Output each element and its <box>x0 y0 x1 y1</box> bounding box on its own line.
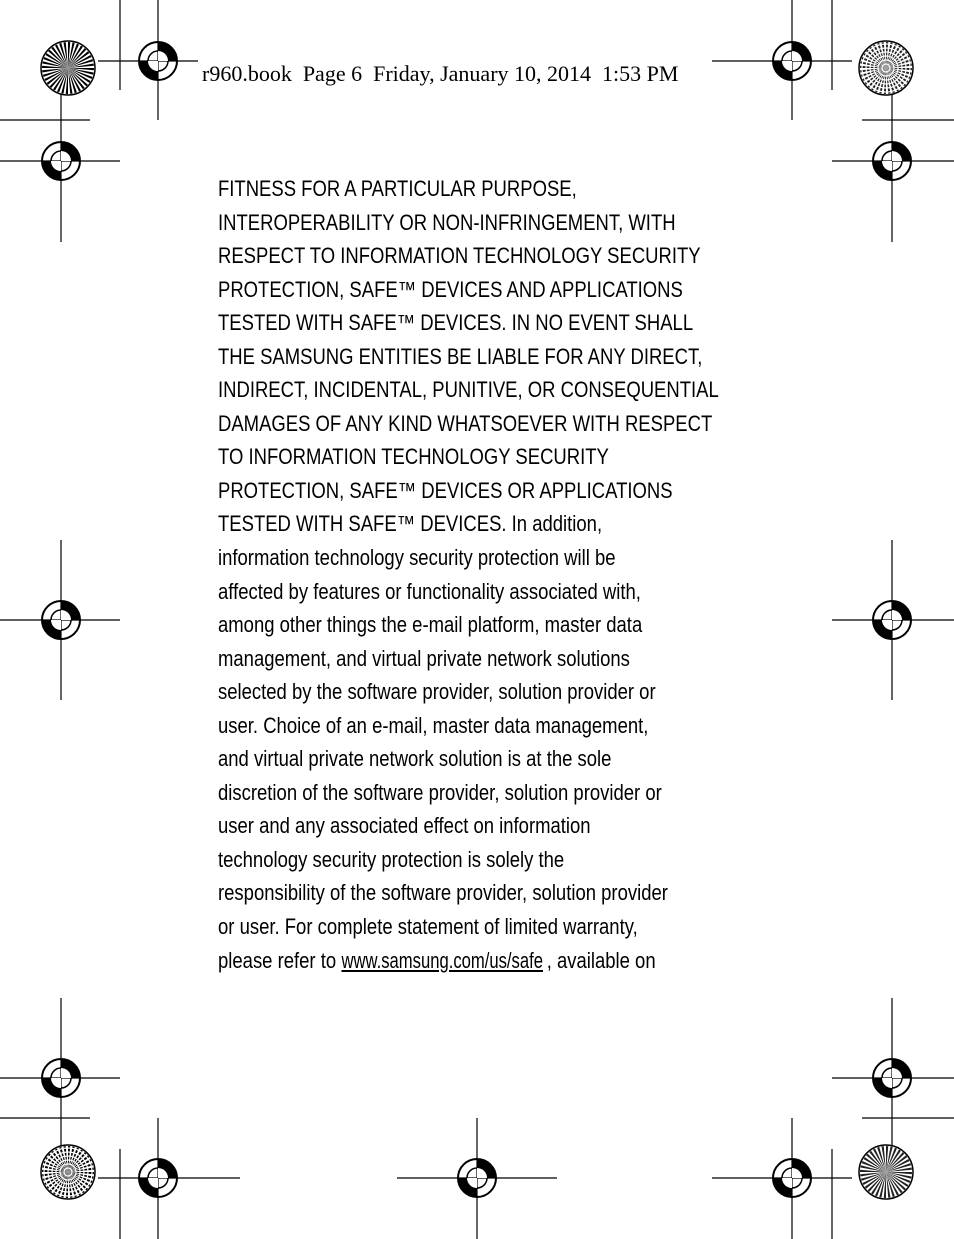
starburst-mark-icon <box>859 1145 913 1199</box>
registration-mark-icon <box>42 142 80 180</box>
link-prefix: please refer to <box>218 947 342 973</box>
registration-mark-icon <box>42 601 80 639</box>
safe-website-link[interactable]: www.samsung.com/us/safe <box>341 947 543 973</box>
text-line: PROTECTION, SAFE™ DEVICES AND APPLICATIONS <box>218 276 683 302</box>
text-line: TESTED WITH SAFE™ DEVICES. IN NO EVENT SHALL <box>218 310 694 336</box>
text-line: selected by the software provider, solution provider or <box>218 679 656 705</box>
registration-mark-icon <box>42 1059 80 1097</box>
text-line-with-link <box>218 944 774 978</box>
registration-mark-icon <box>873 601 911 639</box>
text-line: information technology security protection will be <box>218 545 616 571</box>
text-line: TESTED WITH SAFE™ DEVICES. In addition, <box>218 511 603 537</box>
text-line: PROTECTION, SAFE™ DEVICES OR APPLICATIONS <box>218 477 673 503</box>
registration-mark-icon <box>139 42 177 80</box>
registration-mark-icon <box>139 1159 177 1197</box>
text-line: affected by features or functionality associated with, <box>218 578 641 604</box>
text-line: management, and virtual private network solutions <box>218 645 630 671</box>
text-line: INDIRECT, INCIDENTAL, PUNITIVE, OR CONSEQUENTIAL <box>218 377 719 403</box>
registration-mark-icon <box>873 142 911 180</box>
text-line: user. Choice of an e-mail, master data management, <box>218 712 649 738</box>
starburst-mark-icon <box>41 1145 95 1199</box>
registration-mark-icon <box>873 1059 911 1097</box>
page-slug-header: r960.book Page 6 Friday, January 10, 2014 1:53 PM <box>198 58 682 90</box>
registration-mark-icon <box>458 1159 496 1197</box>
registration-mark-icon <box>773 1159 811 1197</box>
starburst-mark-icon <box>859 41 913 95</box>
text-line: among other things the e-mail platform, master data <box>218 612 643 638</box>
text-line: technology security protection is solely the <box>218 846 565 872</box>
text-line: user and any associated effect on information <box>218 813 591 839</box>
starburst-mark-icon <box>41 41 95 95</box>
text-line: INTEROPERABILITY OR NON-INFRINGEMENT, WITH <box>218 209 676 235</box>
text-line: DAMAGES OF ANY KIND WHATSOEVER WITH RESPECT <box>218 410 713 436</box>
text-line: or user. For complete statement of limited warranty, <box>218 914 638 940</box>
text-line: THE SAMSUNG ENTITIES BE LIABLE FOR ANY DIRECT, <box>218 343 703 369</box>
link-suffix: , available on <box>546 947 656 973</box>
text-line: TO INFORMATION TECHNOLOGY SECURITY <box>218 444 609 470</box>
text-line: FITNESS FOR A PARTICULAR PURPOSE, <box>218 176 577 201</box>
registration-mark-icon <box>773 42 811 80</box>
text-line: responsibility of the software provider, solution provider <box>218 880 668 906</box>
text-line: discretion of the software provider, solution provider or <box>218 779 662 805</box>
body-text <box>218 172 719 977</box>
text-line: RESPECT TO INFORMATION TECHNOLOGY SECURITY <box>218 243 701 269</box>
text-line: and virtual private network solution is at the sole <box>218 746 612 772</box>
